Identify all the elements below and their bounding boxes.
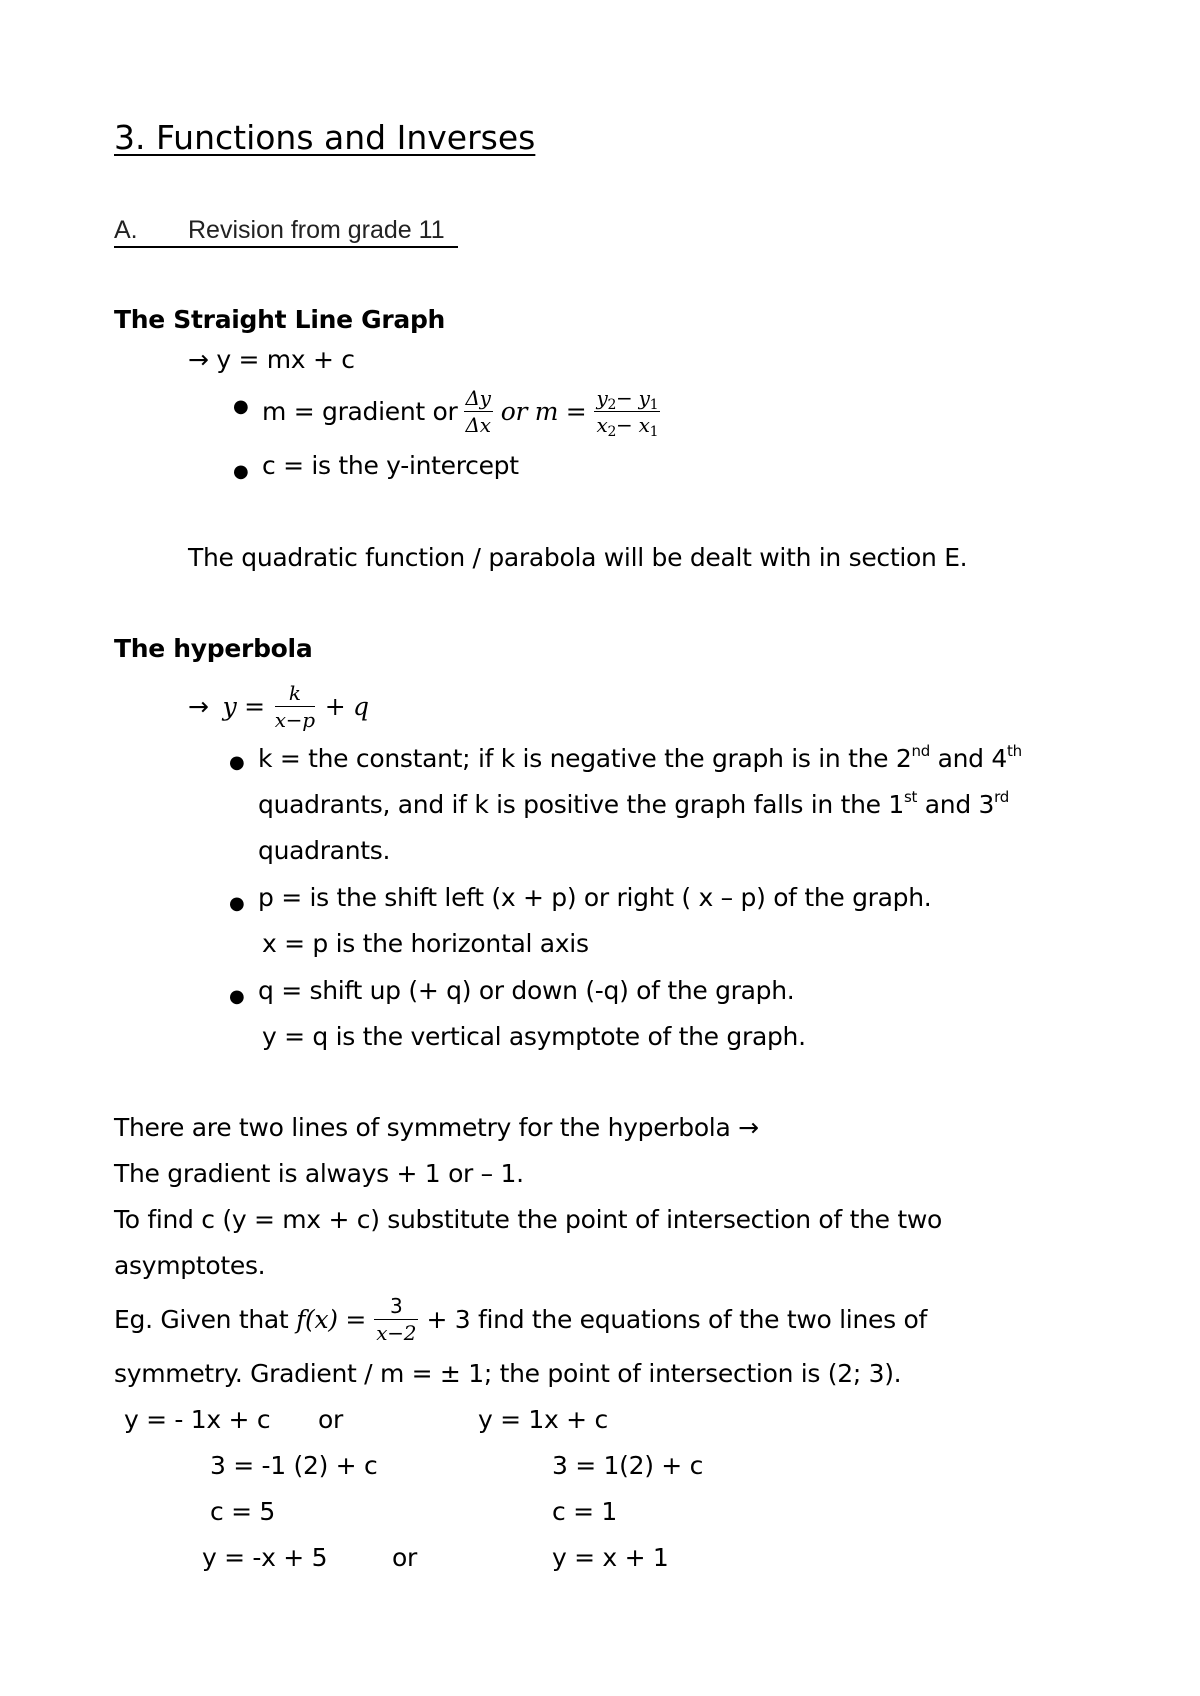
gradient-definition — [262, 378, 660, 444]
delta-y: Δy — [465, 385, 491, 410]
k-definition-line2: quadrants, and if k is positive the graph falls in the 1st and 3rd — [258, 788, 1009, 819]
gradient-text: m = gradient or — [262, 396, 458, 426]
hyperbola-eq-lhs: y = — [222, 691, 265, 721]
hyperbola-denominator: x−p — [274, 707, 315, 732]
example-tail: + 3 find the equations of the two lines of — [426, 1304, 927, 1334]
working-right-2: 3 = 1(2) + c — [552, 1451, 704, 1480]
symmetry-line4: asymptotes. — [114, 1251, 266, 1280]
quadratic-note: The quadratic function / parabola will be dealt with in section E. — [188, 543, 968, 572]
example-function: f(x) = — [296, 1304, 367, 1334]
hyperbola-heading: The hyperbola — [114, 634, 313, 663]
bullet-icon: ● — [233, 461, 249, 482]
bullet-icon: ● — [229, 752, 245, 773]
hyperbola-numerator: k — [275, 683, 315, 707]
example-fraction — [374, 1293, 418, 1345]
working-left-3: c = 5 — [210, 1497, 275, 1526]
working-or-1: or — [318, 1405, 343, 1434]
k-definition-line3: quadrants. — [258, 836, 391, 865]
symmetry-line3: To find c (y = mx + c) substitute the point of intersection of the two — [114, 1205, 942, 1234]
section-letter: A. — [114, 216, 138, 244]
symmetry-line1: There are two lines of symmetry for the hyperbola → — [114, 1113, 759, 1142]
or-m-text: or m = — [500, 396, 587, 426]
hyperbola-fraction — [273, 680, 317, 732]
intercept-definition: c = is the y-intercept — [262, 451, 519, 480]
example-intro: Eg. Given that — [114, 1304, 297, 1334]
q-asymptote-note: y = q is the vertical asymptote of the graph. — [262, 1022, 806, 1051]
working-left-2: 3 = -1 (2) + c — [210, 1451, 378, 1480]
working-left-4: y = -x + 5 — [202, 1543, 328, 1572]
section-underline — [114, 246, 458, 248]
arrow-icon: → — [188, 345, 209, 374]
straight-line-heading: The Straight Line Graph — [114, 305, 446, 334]
working-right-3: c = 1 — [552, 1497, 617, 1526]
symmetry-line6: symmetry. Gradient / m = ± 1; the point of intersection is (2; 3). — [114, 1359, 902, 1388]
working-right-4: y = x + 1 — [552, 1543, 669, 1572]
two-point-numerator: $y_2- y_1$ — [596, 385, 659, 413]
straight-line-formula: y = mx + c — [216, 345, 355, 374]
q-definition: q = shift up (+ q) or down (-q) of the graph. — [258, 976, 795, 1005]
arrow-icon: → — [188, 691, 209, 721]
delta-x: Δx — [465, 412, 491, 437]
p-axis-note: x = p is the horizontal axis — [262, 929, 589, 958]
hyperbola-eq-tail: + q — [324, 691, 369, 721]
example-denominator: x−2 — [376, 1320, 417, 1345]
bullet-icon: ● — [229, 893, 245, 914]
two-point-denominator: $x_2- x_1$ — [596, 412, 659, 440]
delta-fraction — [464, 385, 493, 437]
two-point-fraction — [594, 385, 660, 440]
example-line — [114, 1288, 927, 1350]
page-title: 3. Functions and Inverses — [114, 118, 536, 157]
k-definition-line1: k = the constant; if k is negative the graph is in the 2nd and 4th — [258, 742, 1022, 773]
section-title: Revision from grade 11 — [188, 216, 445, 244]
bullet-icon: ● — [233, 396, 249, 417]
bullet-icon: ● — [229, 986, 245, 1007]
symmetry-line2: The gradient is always + 1 or – 1. — [114, 1159, 524, 1188]
example-numerator: 3 — [374, 1296, 418, 1320]
p-definition: p = is the shift left (x + p) or right ( x – p) of the graph. — [258, 883, 932, 912]
working-or-2: or — [392, 1543, 417, 1572]
hyperbola-equation — [188, 674, 369, 738]
working-right-1: y = 1x + c — [478, 1405, 608, 1434]
straight-line-equation — [188, 345, 355, 374]
working-left-1: y = - 1x + c — [124, 1405, 271, 1434]
